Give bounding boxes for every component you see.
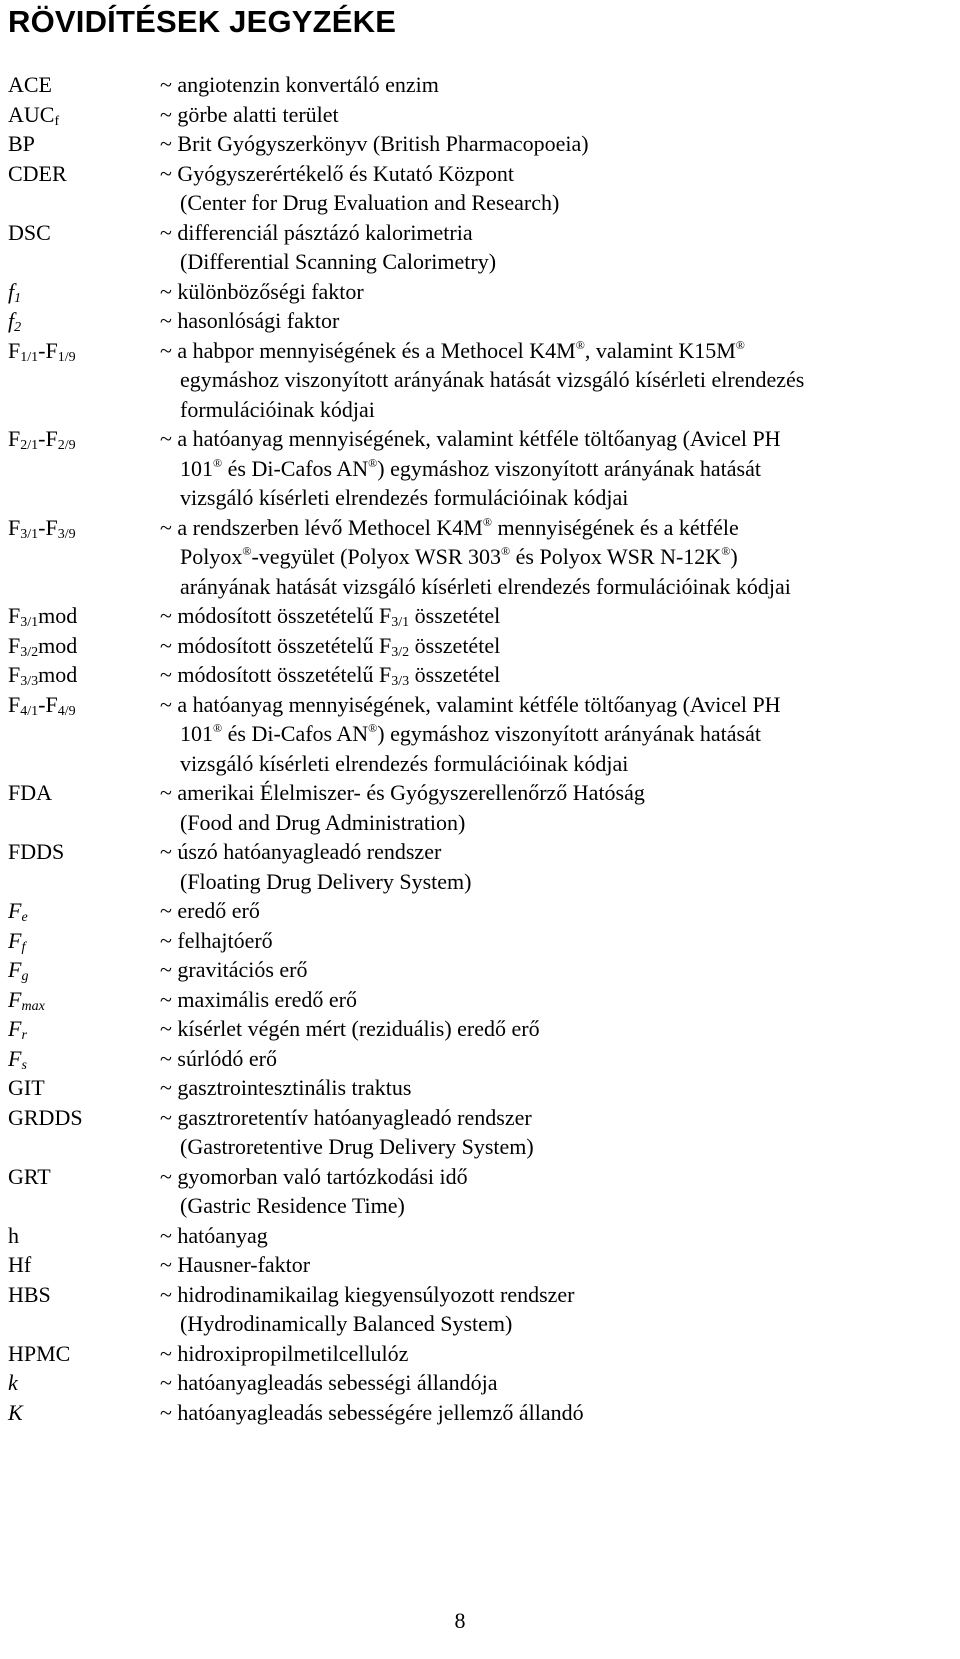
- definition-line: formulációinak kódjai: [180, 396, 375, 422]
- abbreviation-term: $F_{3/1}mod$: [8, 603, 78, 630]
- abbreviation-term: $F_g$: [8, 957, 29, 984]
- abbreviation-definition: [160, 158, 559, 217]
- definition-line: ~ gasztroretentív hatóanyagleadó rendszer: [160, 1104, 532, 1130]
- definition-line: ~ gasztrointesztinális traktus: [160, 1075, 412, 1100]
- definition-line: 101® és Di-Cafos AN®) egymáshoz viszonyított arányának hatását: [180, 721, 761, 746]
- abbreviation-definition: [160, 600, 500, 630]
- abbreviation-definition: [160, 99, 339, 129]
- definition-line: vizsgáló kísérleti elrendezés formulációinak kódjai: [180, 485, 629, 510]
- definition-line: ~ a habpor mennyiségének és a Methocel K4M®, valamint K15M®: [160, 337, 745, 363]
- abbreviation-term: h: [8, 1222, 19, 1248]
- abbreviation-term: BP: [8, 131, 35, 156]
- abbreviation-definition: [160, 305, 339, 335]
- definition-line: vizsgáló kísérleti elrendezés formulációinak kódjai: [180, 750, 629, 776]
- definition-line: ~ gravitációs erő: [160, 957, 308, 982]
- abbreviation-term: $F_{4/1}-F_{4/9}$: [8, 691, 76, 719]
- definition-line: ~ angiotenzin konvertáló enzim: [160, 72, 439, 97]
- abbreviation-definition: [160, 630, 500, 660]
- definition-line: ~ a rendszerben lévő Methocel K4M® mennyiségének és a kétféle: [160, 514, 739, 540]
- definition-line: ~ hatóanyagleadás sebességi állandója: [160, 1370, 498, 1395]
- abbreviation-term: $f_2$: [8, 308, 22, 335]
- abbreviation-term: GIT: [8, 1075, 45, 1100]
- definition-line: ~ kísérlet végén mért (reziduális) eredő erő: [160, 1016, 540, 1041]
- definition-line: ~ Hausner-faktor: [160, 1252, 311, 1277]
- definition-line: ~ hidrodinamikailag kiegyensúlyozott rendszer: [160, 1281, 575, 1307]
- abbreviation-definition: [160, 1220, 268, 1250]
- definition-line: (Center for Drug Evaluation and Research): [180, 190, 560, 215]
- abbreviation-definition: [160, 984, 357, 1014]
- abbreviation-definition: [160, 895, 260, 925]
- abbreviation-definition: [160, 1043, 277, 1073]
- abbreviation-term: K: [8, 1399, 23, 1425]
- abbreviation-definition: [160, 128, 589, 158]
- abbreviation-term: GRDDS: [8, 1104, 83, 1130]
- abbreviation-term: HPMC: [8, 1340, 71, 1366]
- definition-line: (Food and Drug Administration): [180, 809, 466, 835]
- abbreviation-term: $F_e$: [8, 898, 28, 925]
- definition-line: ~ gyomorban való tartózkodási idő: [160, 1163, 468, 1189]
- definition-line: arányának hatását vizsgáló kísérleti elrendezés formulációinak kódjai: [180, 573, 791, 599]
- definition-line: (Gastroretentive Drug Delivery System): [180, 1134, 534, 1159]
- abbreviation-term: $F_{1/1}-F_{1/9}$: [8, 337, 76, 365]
- definition-line: Polyox®-vegyület (Polyox WSR 303® és Polyox WSR N-12K®): [180, 544, 738, 569]
- abbreviation-term: $AUC_f$: [8, 101, 60, 129]
- abbreviation-term: GRT: [8, 1163, 51, 1189]
- abbreviation-term: CDER: [8, 160, 67, 186]
- abbreviation-term: DSC: [8, 219, 51, 245]
- abbreviation-definition: [160, 1249, 310, 1279]
- abbreviation-definition: [160, 1013, 540, 1043]
- abbreviation-definition: [160, 512, 791, 601]
- definition-line: (Floating Drug Delivery System): [180, 868, 472, 894]
- definition-line: ~ hasonlósági faktor: [160, 308, 340, 333]
- definition-line: (Differential Scanning Calorimetry): [180, 249, 497, 274]
- definition-line: ~ amerikai Élelmiszer- és Gyógyszerellenőrző Hatóság: [160, 780, 645, 805]
- definition-line: ~ hatóanyag: [160, 1222, 268, 1248]
- abbreviation-definition: [160, 335, 804, 424]
- abbreviation-definition: [160, 1367, 498, 1397]
- abbreviation-definition: [160, 1161, 468, 1220]
- abbreviation-definition: [160, 836, 471, 895]
- abbreviation-definition: [160, 1397, 584, 1427]
- page-number: 8: [454, 1608, 466, 1633]
- definition-line: ~ módosított összetételű $F_{3/3}$ összetétel: [160, 662, 501, 689]
- definition-line: ~ eredő erő: [160, 898, 260, 923]
- abbreviation-term: $F_{2/1}-F_{2/9}$: [8, 426, 76, 453]
- abbreviation-term: $F_f$: [8, 927, 26, 955]
- definition-line: ~ hatóanyagleadás sebességére jellemző állandó: [160, 1399, 584, 1425]
- abbreviation-definition: [160, 69, 439, 99]
- abbreviation-definition: [160, 1279, 575, 1338]
- definition-line: ~ differenciál pásztázó kalorimetria: [160, 219, 473, 245]
- abbreviation-term: $F_{3/2}mod$: [8, 632, 78, 660]
- abbreviation-term: Hf: [8, 1252, 32, 1277]
- abbreviation-term: FDDS: [8, 839, 65, 864]
- abbreviation-definition: [160, 777, 645, 836]
- definition-line: ~ különbözőségi faktor: [160, 278, 364, 304]
- definition-line: (Hydrodinamically Balanced System): [180, 1311, 513, 1336]
- abbreviation-term: HBS: [8, 1281, 51, 1307]
- abbreviation-definition: [160, 954, 308, 984]
- definition-line: ~ módosított összetételű $F_{3/2}$ összetétel: [160, 632, 501, 660]
- definition-line: ~ maximális eredő erő: [160, 986, 358, 1012]
- abbreviation-term: k: [8, 1370, 18, 1395]
- page-title: RÖVIDÍTÉSEK JEGYZÉKE: [8, 4, 397, 39]
- abbreviation-term: $F_{3/3}mod$: [8, 662, 78, 689]
- abbreviation-definition: [160, 217, 496, 276]
- definition-line: 101® és Di-Cafos AN®) egymáshoz viszonyított arányának hatását: [180, 455, 761, 481]
- definition-line: ~ úszó hatóanyagleadó rendszer: [160, 839, 442, 864]
- abbreviation-definition: [160, 1072, 411, 1102]
- abbreviation-term: $F_{3/1}-F_{3/9}$: [8, 514, 76, 542]
- abbreviation-term: $f_1$: [8, 278, 22, 306]
- abbreviation-definition: [160, 276, 364, 306]
- abbreviation-definition: [160, 659, 500, 689]
- abbreviation-definition: [160, 423, 781, 512]
- definition-line: ~ a hatóanyag mennyiségének, valamint kétféle töltőanyag (Avicel PH: [160, 426, 781, 451]
- abbreviation-definition: [160, 1338, 408, 1368]
- abbreviation-term: FDA: [8, 780, 53, 805]
- definition-line: ~ görbe alatti terület: [160, 101, 339, 127]
- abbreviation-definition: [160, 925, 273, 955]
- definition-line: ~ Brit Gyógyszerkönyv (British Pharmacopoeia): [160, 131, 589, 156]
- abbreviation-term: $F_s$: [8, 1045, 27, 1073]
- abbreviation-term: $F_r$: [8, 1016, 27, 1043]
- definition-line: ~ felhajtóerő: [160, 927, 273, 953]
- definition-line: ~ Gyógyszerértékelő és Kutató Központ: [160, 160, 515, 186]
- definition-line: (Gastric Residence Time): [180, 1193, 405, 1218]
- definition-line: ~ a hatóanyag mennyiségének, valamint kétféle töltőanyag (Avicel PH: [160, 691, 781, 717]
- abbreviation-definition: [160, 689, 781, 778]
- definition-line: ~ súrlódó erő: [160, 1045, 277, 1071]
- definition-line: ~ módosított összetételű $F_{3/1}$ összetétel: [160, 603, 501, 630]
- definition-line: ~ hidroxipropilmetilcellulóz: [160, 1340, 409, 1366]
- abbreviation-term: $F_{max}$: [8, 986, 45, 1014]
- abbreviation-term: ACE: [8, 72, 52, 97]
- definition-line: egymáshoz viszonyított arányának hatását vizsgáló kísérleti elrendezés: [180, 367, 805, 392]
- abbreviation-definition: [160, 1102, 534, 1161]
